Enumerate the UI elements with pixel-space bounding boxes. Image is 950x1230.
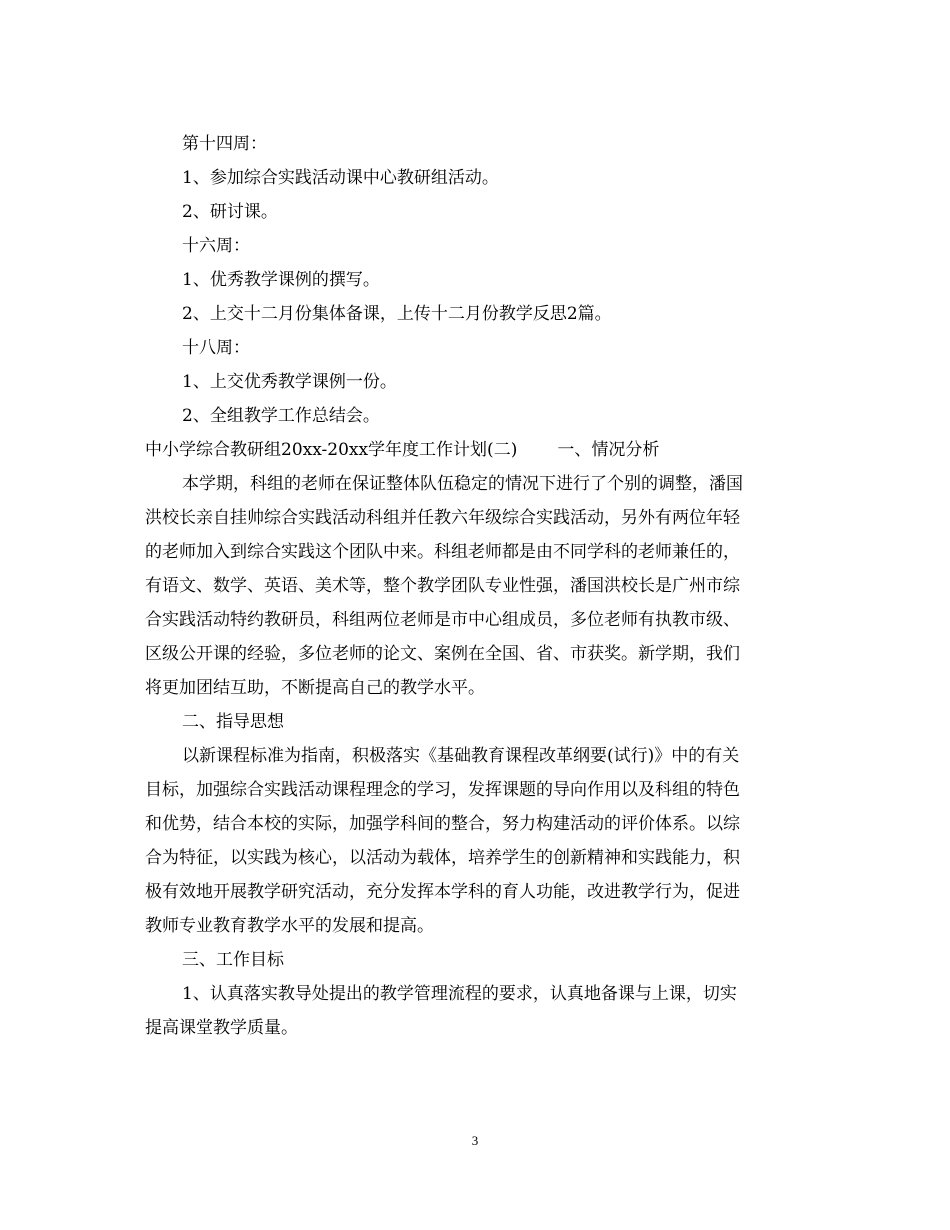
- week-heading-16: 十六周：: [182, 236, 250, 256]
- text-line: 有语文、数学、英语、美术等，整个教学团队专业性强，潘国洪校长是广州市综: [145, 576, 740, 596]
- text-line: 本学期，科组的老师在保证整体队伍稳定的情况下进行了个别的调整，潘国: [182, 474, 743, 494]
- text-line: 目标，加强综合实践活动课程理念的学习，发挥课题的导向作用以及科组的特色: [145, 780, 740, 800]
- text-line: 合为特征，以实践为核心，以活动为载体，培养学生的创新精神和实践能力，积: [145, 848, 740, 868]
- text-line: 2、全组教学工作总结会。: [182, 406, 380, 426]
- document-body: [145, 127, 805, 1045]
- plan-title-line: [145, 433, 805, 467]
- text-line: 以新课程标准为指南，积极落实《基础教育课程改革纲要(试行)》中的有关: [182, 746, 740, 766]
- text-line: 极有效地开展教学研究活动，充分发挥本学科的育人功能，改进教学行为，促进: [145, 882, 740, 902]
- week-heading-18: 十八周：: [182, 338, 250, 358]
- text-line: 教师专业教育教学水平的发展和提高。: [145, 916, 434, 936]
- section-heading-goals: 三、工作目标: [182, 950, 284, 970]
- text-line: 区级公开课的经验，多位老师的论文、案例在全国、省、市获奖。新学期，我们: [145, 644, 740, 664]
- paragraph-situation: [145, 467, 805, 705]
- plan-title: 中小学综合教研组20xx-20xx学年度工作计划(二): [145, 440, 518, 460]
- week-heading-14: 第十四周：: [182, 134, 267, 154]
- text-line: 2、研讨课。: [182, 202, 278, 222]
- paragraph-goals: [145, 977, 805, 1045]
- text-line: 和优势，结合本校的实际，加强学科间的整合，努力构建活动的评价体系。以综: [145, 814, 740, 834]
- text-line: 1、上交优秀教学课例一份。: [182, 372, 397, 392]
- text-line: 1、认真落实教导处提出的教学管理流程的要求，认真地备课与上课，切实: [182, 984, 737, 1004]
- paragraph-guidance: [145, 739, 805, 943]
- text-line: 合实践活动特约教研员，科组两位老师是市中心组成员，多位老师有执教市级、: [145, 610, 740, 630]
- text-line: 洪校长亲自挂帅综合实践活动科组并任教六年级综合实践活动，另外有两位年轻: [145, 508, 740, 528]
- text-line: 的老师加入到综合实践这个团队中来。科组老师都是由不同学科的老师兼任的，: [145, 542, 740, 562]
- text-line: 提高课堂教学质量。: [145, 1018, 298, 1038]
- text-line: 2、上交十二月份集体备课，上传十二月份教学反思2篇。: [182, 304, 612, 324]
- section-heading-guidance: 二、指导思想: [182, 712, 284, 732]
- text-line: 1、参加综合实践活动课中心教研组活动。: [182, 168, 499, 188]
- text-line: 将更加团结互助，不断提高自己的教学水平。: [145, 678, 485, 698]
- text-line: 1、优秀教学课例的撰写。: [182, 270, 380, 290]
- section-heading-situation: 一、情况分析: [557, 440, 660, 460]
- page-number: 3: [471, 1133, 479, 1148]
